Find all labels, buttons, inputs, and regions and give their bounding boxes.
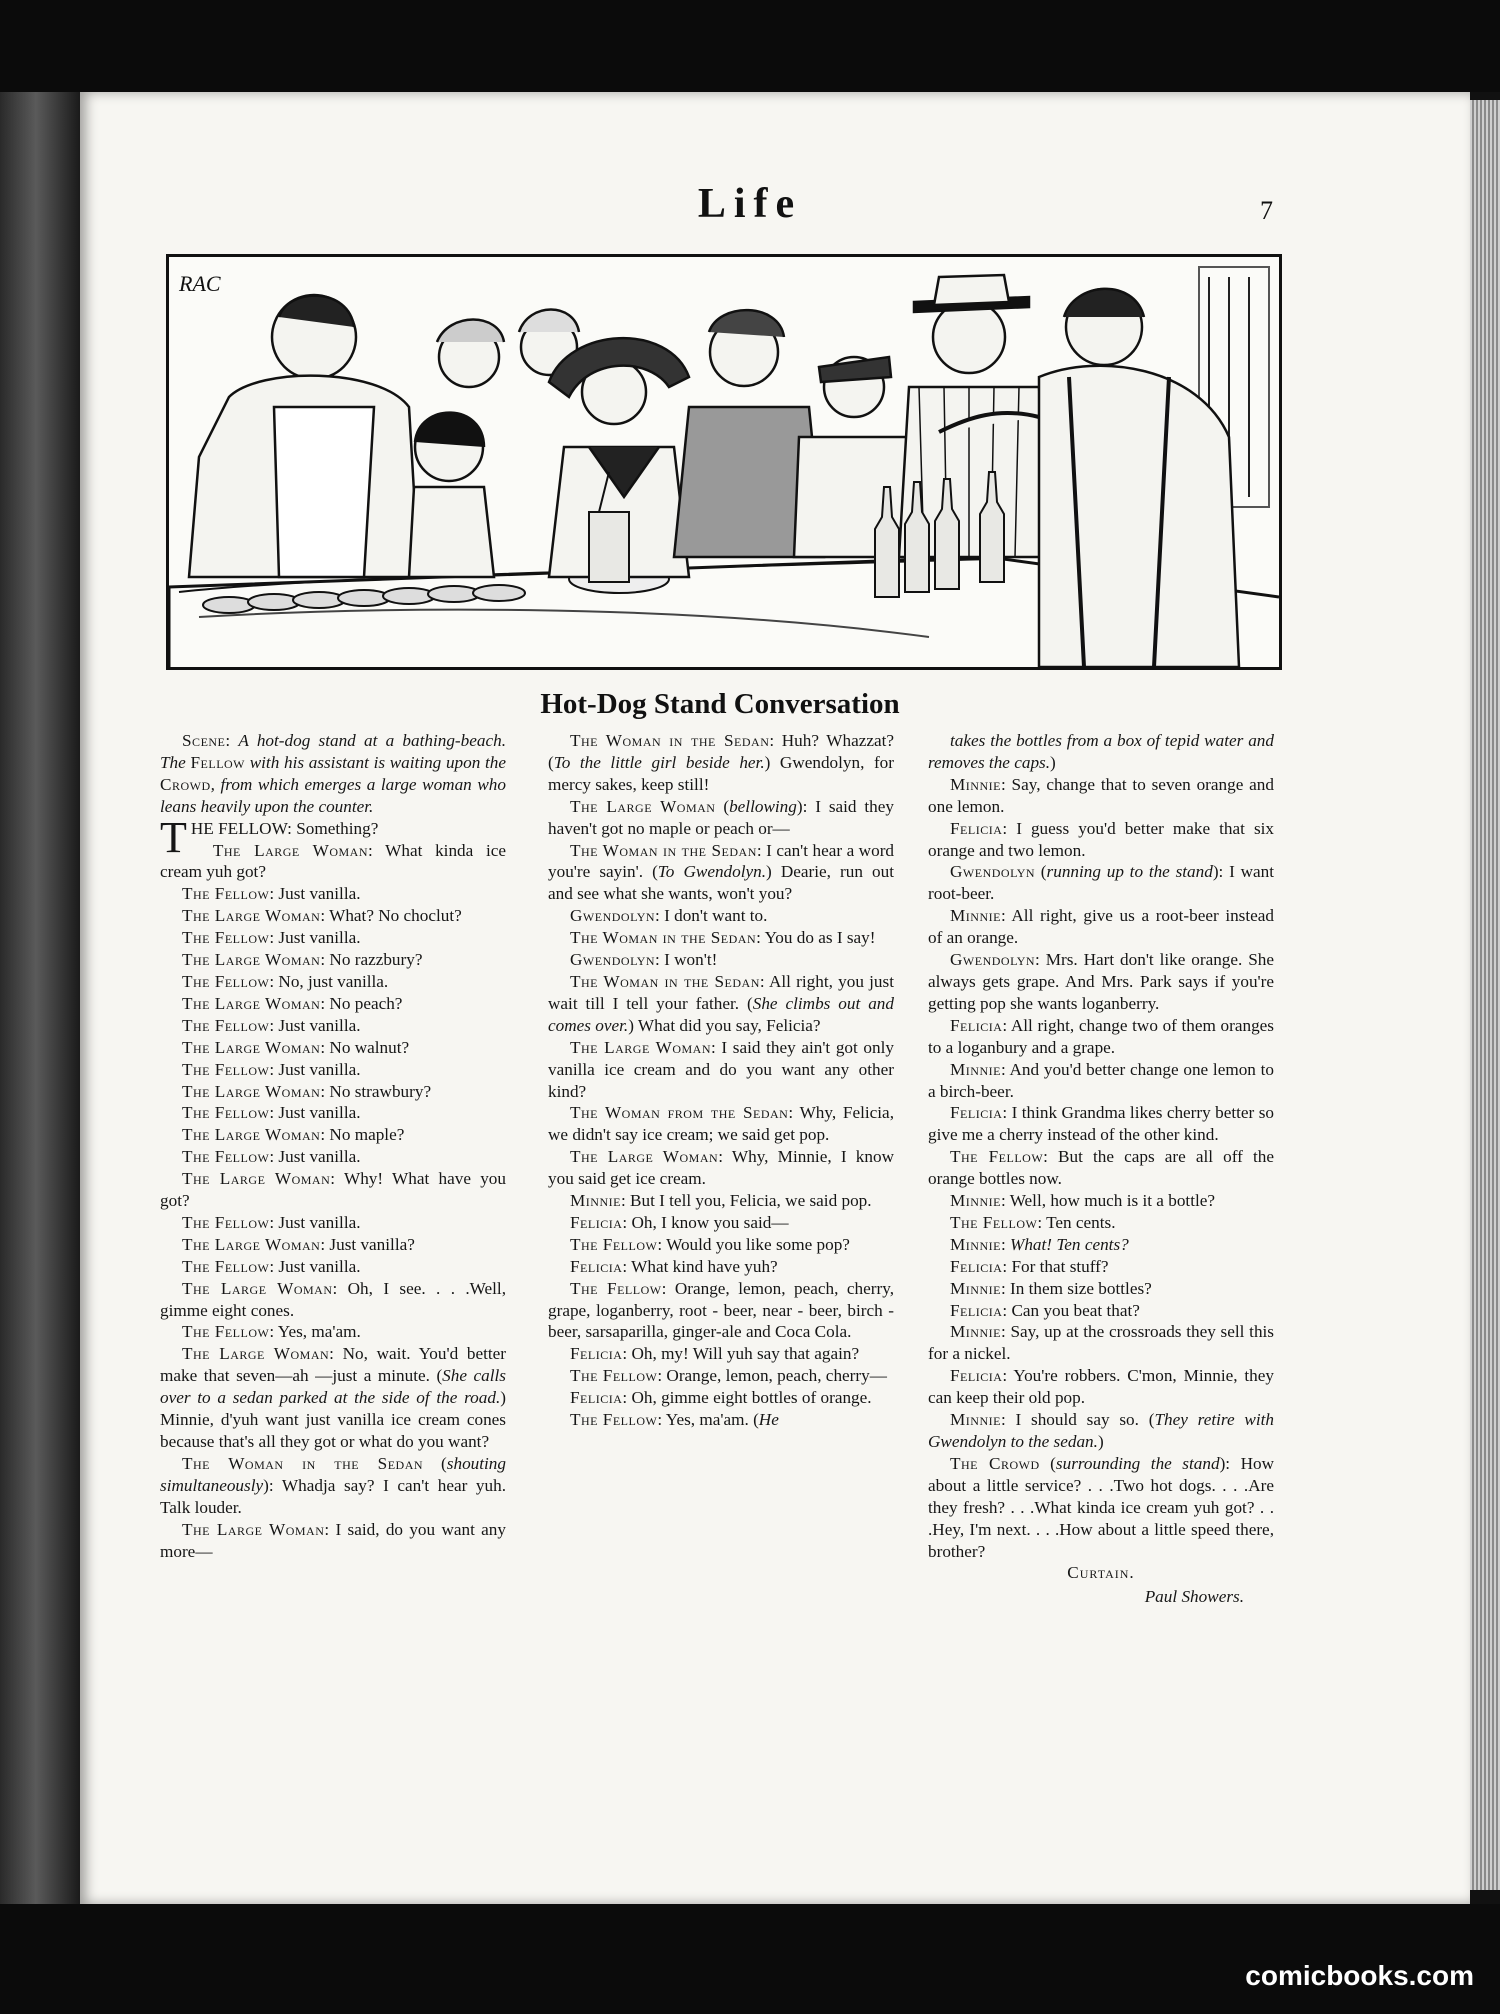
page-number: 7 [1260, 196, 1273, 225]
dialogue-paragraph [548, 730, 894, 796]
dialogue-text: : Just vanilla. [269, 1103, 361, 1123]
dialogue-paragraph [160, 1234, 506, 1256]
speaker-name: The Fellow [570, 1234, 658, 1254]
speaker-name: The Woman in the Sedan [570, 731, 770, 750]
speaker-name: The Fellow [570, 1278, 662, 1298]
dialogue-text: : Why, Minnie, I know you said get ice cream. [548, 1147, 894, 1189]
dialogue-text: ( [715, 796, 730, 816]
dialogue-text: : No strawbury? [320, 1081, 432, 1101]
dialogue-text: : Mrs. Hart don't like orange. She always gets grape. And Mrs. Park says if you're getting pop she wants loganberry. [928, 950, 1274, 1013]
dialogue-paragraph [928, 1234, 1274, 1256]
speaker-name: Minnie [950, 1059, 1001, 1079]
speaker-name: The Woman in the Sedan [570, 840, 757, 860]
speaker-name: The Fellow [570, 1410, 658, 1430]
dialogue-paragraph [160, 949, 506, 971]
speaker-name: The Crowd [950, 1453, 1040, 1473]
dialogue-text: ): I said they haven't got no maple or peach or— [548, 796, 894, 838]
speaker-name: Minnie [950, 1191, 1001, 1211]
dialogue-text: ) [1050, 752, 1056, 772]
speaker-name: Minnie [950, 1278, 1001, 1298]
dialogue-paragraph [928, 1015, 1274, 1059]
dialogue-paragraph [928, 1059, 1274, 1103]
crowd [189, 275, 1239, 667]
artist-signature: RAC [179, 271, 221, 296]
dialogue-text: : You do as I say! [756, 928, 876, 948]
speaker-name: The Large Woman [570, 1037, 712, 1057]
dialogue-text: : Just vanilla. [269, 1256, 361, 1276]
speaker-name: Fellow [190, 752, 246, 772]
speaker-name: The Fellow [182, 1322, 270, 1342]
speaker-name: The Fellow [950, 1212, 1038, 1232]
speaker-name: The Large Woman [182, 1125, 321, 1145]
dialogue-text: ( [423, 1453, 447, 1473]
speaker-name: The Fellow [570, 1366, 658, 1386]
dialogue-paragraph [548, 1343, 894, 1365]
dialogue-text: ( [1039, 1453, 1056, 1473]
dialogue-text: : I can't hear a word you're sayin'. ( [548, 840, 895, 882]
dialogue-paragraph [928, 861, 1274, 905]
dialogue-text: : Say, change that to seven orange and one lemon. [928, 774, 1274, 816]
dialogue-paragraph [548, 1037, 894, 1103]
dialogue-text: : No razzbury? [320, 950, 423, 970]
speaker-name: Felicia [570, 1256, 623, 1276]
dialogue-text: : I won't! [655, 950, 718, 970]
dialogue-text: : Would you like some pop? [657, 1234, 850, 1254]
dialogue-paragraph [548, 971, 894, 1037]
dialogue-paragraph [548, 1146, 894, 1190]
speaker-name: Felicia [570, 1388, 623, 1408]
dialogue-paragraph [548, 1365, 894, 1387]
dialogue-text: : No walnut? [320, 1037, 410, 1057]
speaker-name: The Fellow [182, 1212, 270, 1232]
dialogue-paragraph [548, 1102, 894, 1146]
dialogue-text: : Just vanilla. [269, 928, 361, 948]
dialogue-paragraph [928, 1409, 1274, 1453]
dialogue-paragraph [548, 1387, 894, 1409]
dialogue-text: : In them size bottles? [1000, 1278, 1152, 1298]
dialogue-paragraph [928, 1146, 1274, 1190]
drop-cap: T [160, 812, 187, 862]
dialogue-paragraph [548, 949, 894, 971]
article-column-3 [928, 730, 1274, 1608]
dialogue-text: ): Whadja say? I can't hear yuh. Talk louder. [160, 1475, 506, 1517]
speaker-name: The Woman in the Sedan [570, 971, 760, 991]
speaker-name: The Fellow [950, 1147, 1044, 1167]
article-column-1 [160, 730, 506, 1562]
dialogue-paragraph [160, 1168, 506, 1212]
speaker-name: The Large Woman [212, 840, 369, 860]
dialogue-paragraph [928, 905, 1274, 949]
dialogue-paragraph [928, 1453, 1274, 1563]
dialogue-paragraph [548, 840, 894, 906]
dialogue-paragraph [160, 1212, 506, 1234]
article-column-2 [548, 730, 894, 1431]
stage-direction: To the little girl beside her. [553, 752, 765, 772]
stage-direction: To Gwendolyn. [657, 862, 767, 882]
dialogue-text: : Why! What have you got? [160, 1169, 506, 1211]
dialogue-text: : I don't want to. [655, 906, 768, 926]
speaker-name: The Fellow [182, 928, 270, 948]
author-byline: Paul Showers. [1144, 1587, 1244, 1607]
speaker-name: Gwendolyn [570, 906, 656, 926]
speaker-name: Minnie [950, 1322, 1001, 1342]
dialogue-paragraph [160, 730, 506, 818]
stage-direction: surrounding the stand [1055, 1453, 1220, 1473]
dialogue-text: : And you'd better change one lemon to a birch-beer. [928, 1059, 1274, 1101]
dialogue-paragraph [160, 1256, 506, 1278]
dialogue-paragraph [928, 1321, 1274, 1365]
stage-direction: He [758, 1410, 779, 1430]
speaker-name: Felicia [950, 1015, 1003, 1035]
dialogue-text: : Well, how much is it a bottle? [1000, 1191, 1215, 1211]
dialogue-text: : Just vanilla. [269, 1147, 361, 1167]
speaker-name: Gwendolyn [570, 950, 656, 970]
dialogue-paragraph [928, 1212, 1274, 1234]
dialogue-text: : Yes, ma'am. ( [657, 1410, 759, 1430]
dialogue-paragraph [160, 1343, 506, 1453]
dialogue-text: : Ten cents. [1037, 1212, 1116, 1232]
speaker-name: The Fellow [182, 1103, 270, 1123]
dialogue-text: ) Gwendolyn, for mercy sakes, keep still! [548, 752, 894, 794]
dialogue-paragraph [928, 1278, 1274, 1300]
dialogue-paragraph [160, 1278, 506, 1322]
dialogue-text: : Yes, ma'am. [269, 1322, 361, 1342]
dialogue-paragraph [548, 1409, 894, 1431]
dialogue-text: ) Dearie, run out and see what she wants, won't you? [548, 862, 894, 904]
dialogue-text: : Why, Felicia, we didn't say ice cream; we said get pop. [548, 1103, 894, 1145]
speaker-name: The Large Woman [570, 796, 716, 816]
dialogue-text: : Just vanilla? [320, 1234, 415, 1254]
speaker-name: The Large Woman [182, 1234, 321, 1254]
dialogue-paragraph [928, 730, 1274, 774]
dialogue-paragraph [160, 1102, 506, 1124]
speaker-name: The Large Woman [182, 993, 321, 1013]
dialogue-text: : I said, do you want any more— [160, 1519, 506, 1561]
dialogue-paragraph [548, 1190, 894, 1212]
dialogue-paragraph [160, 1081, 506, 1103]
dialogue-text: : No, just vanilla. [269, 971, 389, 991]
speaker-name: The Fellow [182, 971, 270, 991]
dialogue-text: ): How about a little service? . . .Two hot dogs. . . .Are they fresh? . . .What kinda ice cream yuh got? . . .Hey, I'm next. . . .How about a little speed there, brother? [928, 1453, 1275, 1561]
speaker-name: The Woman in the Sedan [182, 1453, 424, 1473]
dialogue-paragraph [160, 840, 506, 884]
dialogue-paragraph [160, 905, 506, 927]
dialogue-paragraph [160, 1519, 506, 1563]
dialogue-text: ): I want root-beer. [928, 862, 1274, 904]
dialogue-text: : All right, change two of them oranges to a loganbury and a grape. [928, 1015, 1274, 1057]
dialogue-text: : Just vanilla. [269, 1212, 361, 1232]
dialogue-text: : Can you beat that? [1002, 1300, 1140, 1320]
speaker-name: The Large Woman [182, 906, 321, 926]
dialogue-paragraph [548, 1234, 894, 1256]
dialogue-paragraph [928, 774, 1274, 818]
speaker-name: The Large Woman [182, 950, 321, 970]
dialogue-text: : What kind have yuh? [622, 1256, 778, 1276]
speaker-name: The Large Woman [182, 1169, 331, 1189]
dialogue-paragraph [928, 1300, 1274, 1322]
dialogue-text: : Just vanilla. [269, 1059, 361, 1079]
stage-direction: What! Ten cents? [1010, 1234, 1129, 1254]
dialogue-text: : Just vanilla. [269, 884, 361, 904]
stage-direction: shouting simultaneously [160, 1453, 506, 1495]
stage-direction: She climbs out and comes over. [548, 993, 894, 1035]
site-watermark: comicbooks.com [1245, 1960, 1474, 1991]
dialogue-text: : No maple? [320, 1125, 405, 1145]
dialogue-paragraph [160, 927, 506, 949]
dialogue-paragraph [548, 796, 894, 840]
stage-direction: with his assistant is waiting upon the [245, 752, 507, 772]
dialogue-paragraph [928, 949, 1274, 1015]
hot-dog-stand-illustration [166, 254, 1282, 670]
speaker-name: The Woman from the Sedan [570, 1103, 789, 1123]
dialogue-text: HE FELLOW: Something? [190, 818, 379, 838]
dialogue-text: : [1000, 1234, 1011, 1254]
book-binding [0, 92, 80, 1917]
dialogue-paragraph [160, 1059, 506, 1081]
speaker-name: The Large Woman [182, 1037, 321, 1057]
dialogue-text: ) [1097, 1432, 1104, 1451]
dialogue-paragraph [160, 1453, 506, 1519]
speaker-name: Felicia [950, 1256, 1003, 1276]
dialogue-text: : I should say so. ( [1000, 1410, 1155, 1430]
dialogue-text: : I guess you'd better make that six orange and two lemon. [928, 818, 1274, 860]
dialogue-text: : But the caps are all off the orange bottles now. [928, 1147, 1274, 1189]
dialogue-paragraph [928, 1365, 1274, 1409]
article-headline: Hot-Dog Stand Conversation [540, 688, 900, 720]
speaker-name: Minnie [950, 1234, 1001, 1254]
speaker-name: Crowd [160, 774, 211, 794]
speaker-name: The Woman in the Sedan [570, 928, 757, 948]
speaker-name: Felicia [570, 1212, 623, 1232]
dialogue-text: : No peach? [320, 993, 403, 1013]
dialogue-paragraph [160, 1321, 506, 1343]
speaker-name: Minnie [950, 1410, 1001, 1430]
speaker-name: Minnie [950, 906, 1001, 926]
dialogue-text: : All right, you just wait till I tell your father. ( [548, 971, 894, 1013]
speaker-name: Felicia [950, 1300, 1003, 1320]
dialogue-paragraph [928, 818, 1274, 862]
dialogue-paragraph [548, 1256, 894, 1278]
speaker-name: The Large Woman [182, 1519, 325, 1539]
speaker-name: Minnie [950, 774, 1001, 794]
dialogue-text: : I said they ain't got only vanilla ice cream and do you want any other kind? [548, 1037, 894, 1101]
dialogue-text: : For that stuff? [1002, 1256, 1109, 1276]
speaker-name: Felicia [950, 1103, 1003, 1123]
dialogue-text: : You're robbers. C'mon, Minnie, they can keep their old pop. [928, 1366, 1274, 1408]
scan-border-bottom [0, 1904, 1500, 2014]
dialogue-text: ) Minnie, d'yuh want just vanilla ice cream cones because that's all they got or what do you want? [160, 1388, 506, 1451]
dialogue-paragraph [928, 1102, 1274, 1146]
stage-direction: bellowing [729, 796, 797, 816]
dialogue-paragraph [548, 1278, 894, 1344]
dialogue-paragraph [548, 905, 894, 927]
dialogue-text: : But I tell you, Felicia, we said pop. [620, 1191, 872, 1211]
dialogue-text: ) What did you say, Felicia? [628, 1015, 821, 1035]
speaker-name: Felicia [570, 1344, 623, 1364]
dialogue-text: : Say, up at the crossroads they sell this for a nickel. [928, 1322, 1274, 1364]
dialogue-text: : Oh, gimme eight bottles of orange. [622, 1388, 872, 1408]
stage-direction: running up to the stand [1046, 862, 1213, 882]
speaker-name: The Fellow [182, 884, 270, 904]
stage-direction: A hot-dog stand at a bathing-beach. The [160, 731, 506, 772]
dialogue-paragraph [160, 971, 506, 993]
dialogue-paragraph [160, 1146, 506, 1168]
dialogue-paragraph [160, 1037, 506, 1059]
speaker-name: Felicia [950, 818, 1003, 838]
speaker-name: The Large Woman [182, 1278, 333, 1298]
dialogue-paragraph [928, 1256, 1274, 1278]
dialogue-text: : [225, 731, 239, 750]
dialogue-text: : Oh, I see. . . .Well, gimme eight cones. [160, 1278, 506, 1320]
dialogue-text: : No, wait. You'd better make that seven—ah —just a minute. ( [160, 1344, 506, 1386]
stage-direction: She calls over to a sedan parked at the side of the road. [160, 1366, 506, 1408]
dialogue-text: : All right, give us a root-beer instead of an orange. [928, 906, 1274, 948]
scan-border-top [0, 0, 1500, 92]
speaker-name: Felicia [950, 1366, 1003, 1386]
speaker-name: The Large Woman [182, 1344, 330, 1364]
speaker-name: The Large Woman [182, 1081, 321, 1101]
speaker-name: Gwendolyn [950, 950, 1036, 970]
dialogue-text: : Orange, lemon, peach, cherry, grape, loganberry, root - beer, near - beer, birch - beer, sarsaparilla, ginger-ale and Coca Cola. [548, 1278, 894, 1342]
stage-direction: , from which emerges a large woman who leans heavily upon the counter. [160, 774, 506, 816]
dialogue-paragraph [160, 1124, 506, 1146]
speaker-name: The Fellow [182, 1015, 270, 1035]
dialogue-text: : Orange, lemon, peach, cherry— [657, 1366, 887, 1386]
dialogue-paragraph [160, 993, 506, 1015]
dialogue-text: ( [1035, 862, 1047, 882]
dialogue-text: : What? No choclut? [320, 906, 462, 926]
dialogue-paragraph [160, 1015, 506, 1037]
dialogue-paragraph [548, 927, 894, 949]
stage-direction: takes the bottles from a box of tepid water and removes the caps. [928, 731, 1274, 772]
speaker-name: The Large Woman [570, 1147, 719, 1167]
dialogue-paragraph [160, 883, 506, 905]
stage-direction: They retire with Gwendolyn to the sedan. [928, 1410, 1274, 1451]
speaker-name: Gwendolyn [950, 862, 1036, 882]
dialogue-text: : Oh, I know you said— [622, 1212, 789, 1232]
speaker-name: Scene [182, 731, 226, 750]
speaker-name: Minnie [570, 1191, 621, 1211]
dialogue-paragraph [928, 1190, 1274, 1212]
dialogue-text: : What kinda ice cream yuh got? [160, 840, 506, 882]
curtain-line: Curtain. [1067, 1563, 1135, 1583]
dialogue-paragraph [548, 1212, 894, 1234]
dialogue-text: : Huh? Whazzat? ( [548, 731, 894, 772]
dialogue-text: : I think Grandma likes cherry better so give me a cherry instead of the other kind. [928, 1103, 1274, 1145]
dialogue-text: : Oh, my! Will yuh say that again? [622, 1344, 860, 1364]
dialogue-text: : Just vanilla. [269, 1015, 361, 1035]
speaker-name: The Fellow [182, 1256, 270, 1276]
speaker-name: The Fellow [182, 1059, 270, 1079]
masthead: Life [697, 181, 803, 227]
speaker-name: The Fellow [182, 1147, 270, 1167]
